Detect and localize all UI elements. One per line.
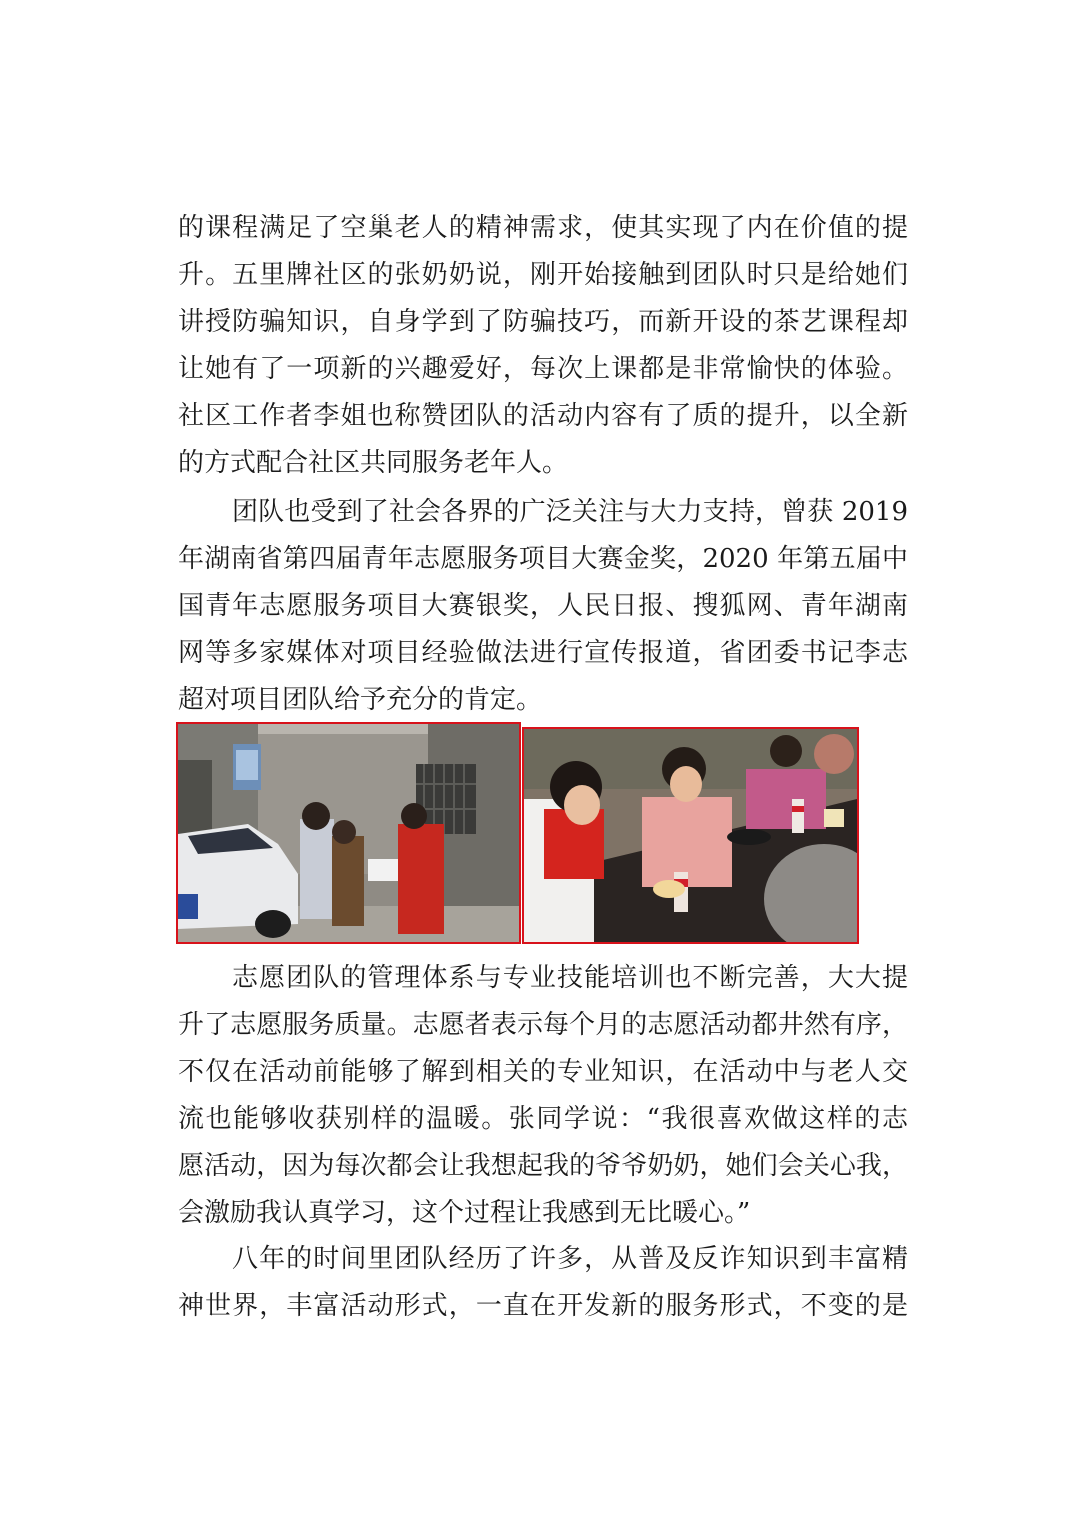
paragraph-1 xyxy=(178,205,908,487)
text-line: 社区工作者李姐也称赞团队的活动内容有了质的提升，以全新 xyxy=(178,401,908,431)
text-line: 会激励我认真学习，这个过程让我感到无比暖心。” xyxy=(178,1198,751,1228)
text-line: 的课程满足了空巢老人的精神需求，使其实现了内在价值的提 xyxy=(178,213,908,243)
text-line: 不仅在活动前能够了解到相关的专业知识，在活动中与老人交 xyxy=(178,1057,908,1087)
text-line: 愿活动，因为每次都会让我想起我的爷爷奶奶，她们会关心我， xyxy=(178,1151,908,1181)
text-line: 志愿团队的管理体系与专业技能培训也不断完善，大大提 xyxy=(232,963,908,993)
paragraph-4 xyxy=(178,1236,908,1330)
text-line: 超对项目团队给予充分的肯定。 xyxy=(178,685,543,715)
text-line: 流也能够收获别样的温暖。张同学说：“我很喜欢做这样的志 xyxy=(178,1104,908,1134)
text-line: 的方式配合社区共同服务老年人。 xyxy=(178,448,569,478)
tea-class-photo xyxy=(522,727,859,944)
text-line: 团队也受到了社会各界的广泛关注与大力支持，曾获 2019 xyxy=(232,497,908,527)
street-volunteers-photo xyxy=(176,722,521,944)
text-line: 升了志愿服务质量。志愿者表示每个月的志愿活动都井然有序， xyxy=(178,1010,908,1040)
text-line: 国青年志愿服务项目大赛银奖，人民日报、搜狐网、青年湖南 xyxy=(178,591,908,621)
street-scene-image xyxy=(178,724,519,942)
text-line: 八年的时间里团队经历了许多，从普及反诈知识到丰富精 xyxy=(232,1244,908,1274)
text-line: 升。五里牌社区的张奶奶说，刚开始接触到团队时只是给她们 xyxy=(178,260,908,290)
text-line: 年湖南省第四届青年志愿服务项目大赛金奖，2020 年第五届中 xyxy=(178,544,908,574)
text-line: 讲授防骗知识，自身学到了防骗技巧，而新开设的茶艺课程却 xyxy=(178,307,908,337)
text-line: 网等多家媒体对项目经验做法进行宣传报道，省团委书记李志 xyxy=(178,638,908,668)
paragraph-2 xyxy=(178,489,908,724)
text-line: 让她有了一项新的兴趣爱好，每次上课都是非常愉快的体验。 xyxy=(178,354,908,384)
paragraph-3 xyxy=(178,955,908,1237)
tea-class-image xyxy=(524,729,857,942)
text-line: 神世界，丰富活动形式，一直在开发新的服务形式，不变的是 xyxy=(178,1291,908,1321)
